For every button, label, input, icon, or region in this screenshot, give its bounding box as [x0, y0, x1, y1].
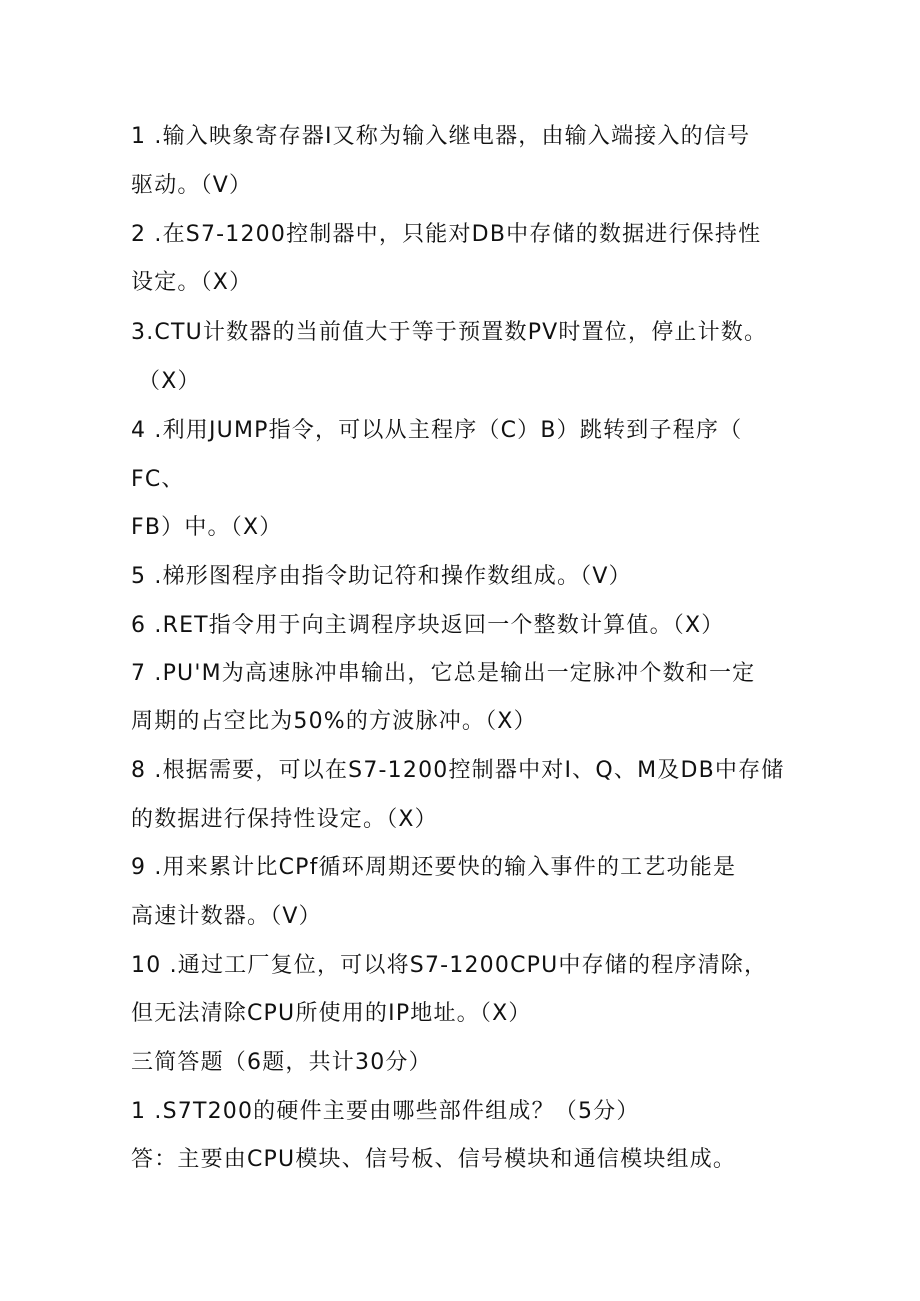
text-line-11: 6 .RET指令用于向主调程序块返回一个整数计算值。（X）: [131, 613, 725, 638]
text-line-7: 4 .利用JUMP指令，可以从主程序（C）B）跳转到子程序（: [131, 418, 743, 443]
text-line-3: 2 .在S7-1200控制器中，只能对DB中存储的数据进行保持性: [131, 222, 762, 247]
text-line-4: 设定。（X）: [131, 270, 253, 295]
text-line-21: 1 .S7T200的硬件主要由哪些部件组成？（5分）: [131, 1099, 640, 1124]
text-line-2: 驱动。（V）: [131, 173, 253, 198]
section-heading: 三简答题（6题，共计30分）: [131, 1050, 432, 1075]
text-line-6: （X）: [138, 369, 201, 394]
text-line-19: 但无法清除CPU所使用的IP地址。（X）: [131, 1001, 532, 1026]
text-line-1: 1 .输入映象寄存器I又称为输入继电器，由输入端接入的信号: [131, 124, 751, 149]
text-line-10: 5 .梯形图程序由指令助记符和操作数组成。（V）: [131, 564, 632, 589]
text-line-12: 7 .PU'M为高速脉冲串输出，它总是输出一定脉冲个数和一定: [131, 661, 756, 686]
text-line-17: 高速计数器。（V）: [131, 904, 322, 929]
text-line-5: 3.CTU计数器的当前值大于等于预置数PV时置位，停止计数。: [131, 320, 768, 345]
text-line-22: 答：主要由CPU模块、信号板、信号模块和通信模块组成。: [131, 1147, 737, 1172]
text-line-15: 的数据进行保持性设定。（X）: [131, 807, 438, 832]
text-line-13: 周期的占空比为50%的方波脉冲。（X）: [131, 709, 537, 734]
text-line-16: 9 .用来累计比CPf循环周期还要快的输入事件的工艺功能是: [131, 855, 737, 880]
text-line-18: 10 .通过工厂复位，可以将S7-1200CPU中存储的程序清除，: [131, 953, 768, 978]
text-line-9: FB）中。（X）: [131, 515, 283, 540]
text-line-14: 8 .根据需要，可以在S7-1200控制器中对I、Q、M及DB中存储: [131, 758, 785, 783]
text-line-8: FC、: [131, 467, 185, 492]
